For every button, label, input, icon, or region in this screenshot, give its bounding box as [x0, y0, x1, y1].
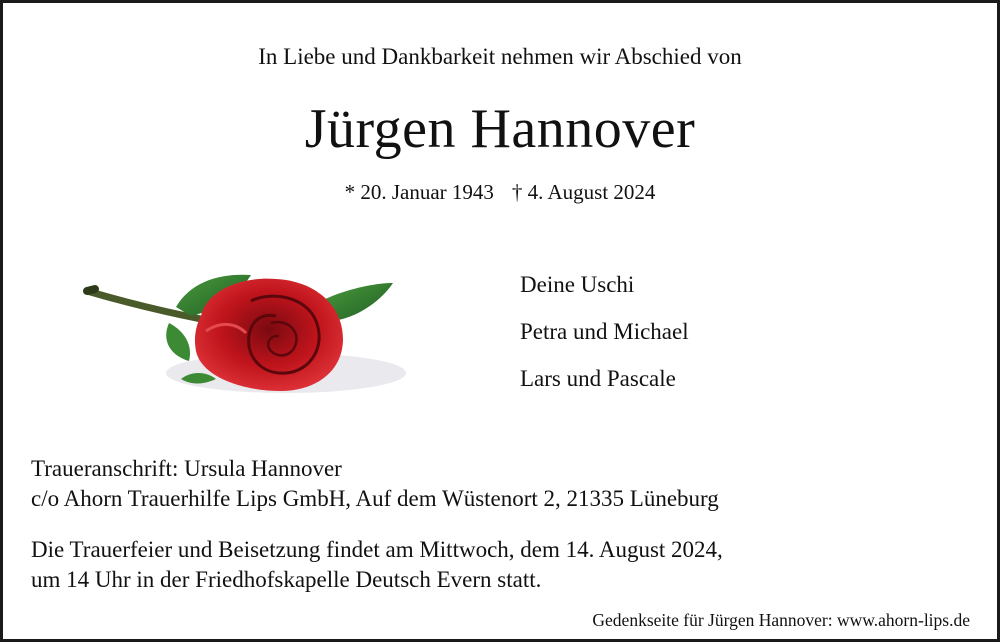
mourners-list	[520, 269, 689, 410]
death-date: † 4. August 2024	[511, 180, 656, 204]
ceremony-info	[31, 535, 723, 595]
ceremony-line: Die Trauerfeier und Beisetzung findet am Mittwoch, dem 14. August 2024,	[31, 537, 723, 562]
birth-date: * 20. Januar 1943	[344, 180, 494, 204]
mourning-address	[31, 454, 719, 514]
memorial-page-link[interactable]: Gedenkseite für Jürgen Hannover: www.ahorn-lips.de	[592, 610, 970, 630]
intro-text: In Liebe und Dankbarkeit nehmen wir Abschied von	[258, 44, 742, 69]
rose-image	[81, 261, 421, 411]
mourner-name: Deine Uschi	[520, 272, 635, 297]
address-line: Traueranschrift: Ursula Hannover	[31, 456, 342, 481]
deceased-name: Jürgen Hannover	[304, 98, 696, 160]
mourner-name: Petra und Michael	[520, 319, 689, 344]
address-line: c/o Ahorn Trauerhilfe Lips GmbH, Auf dem Wüstenort 2, 21335 Lüneburg	[31, 486, 719, 511]
ceremony-line: um 14 Uhr in der Friedhofskapelle Deutsch Evern statt.	[31, 567, 542, 592]
life-dates	[3, 180, 997, 205]
mourner-name: Lars und Pascale	[520, 366, 676, 391]
